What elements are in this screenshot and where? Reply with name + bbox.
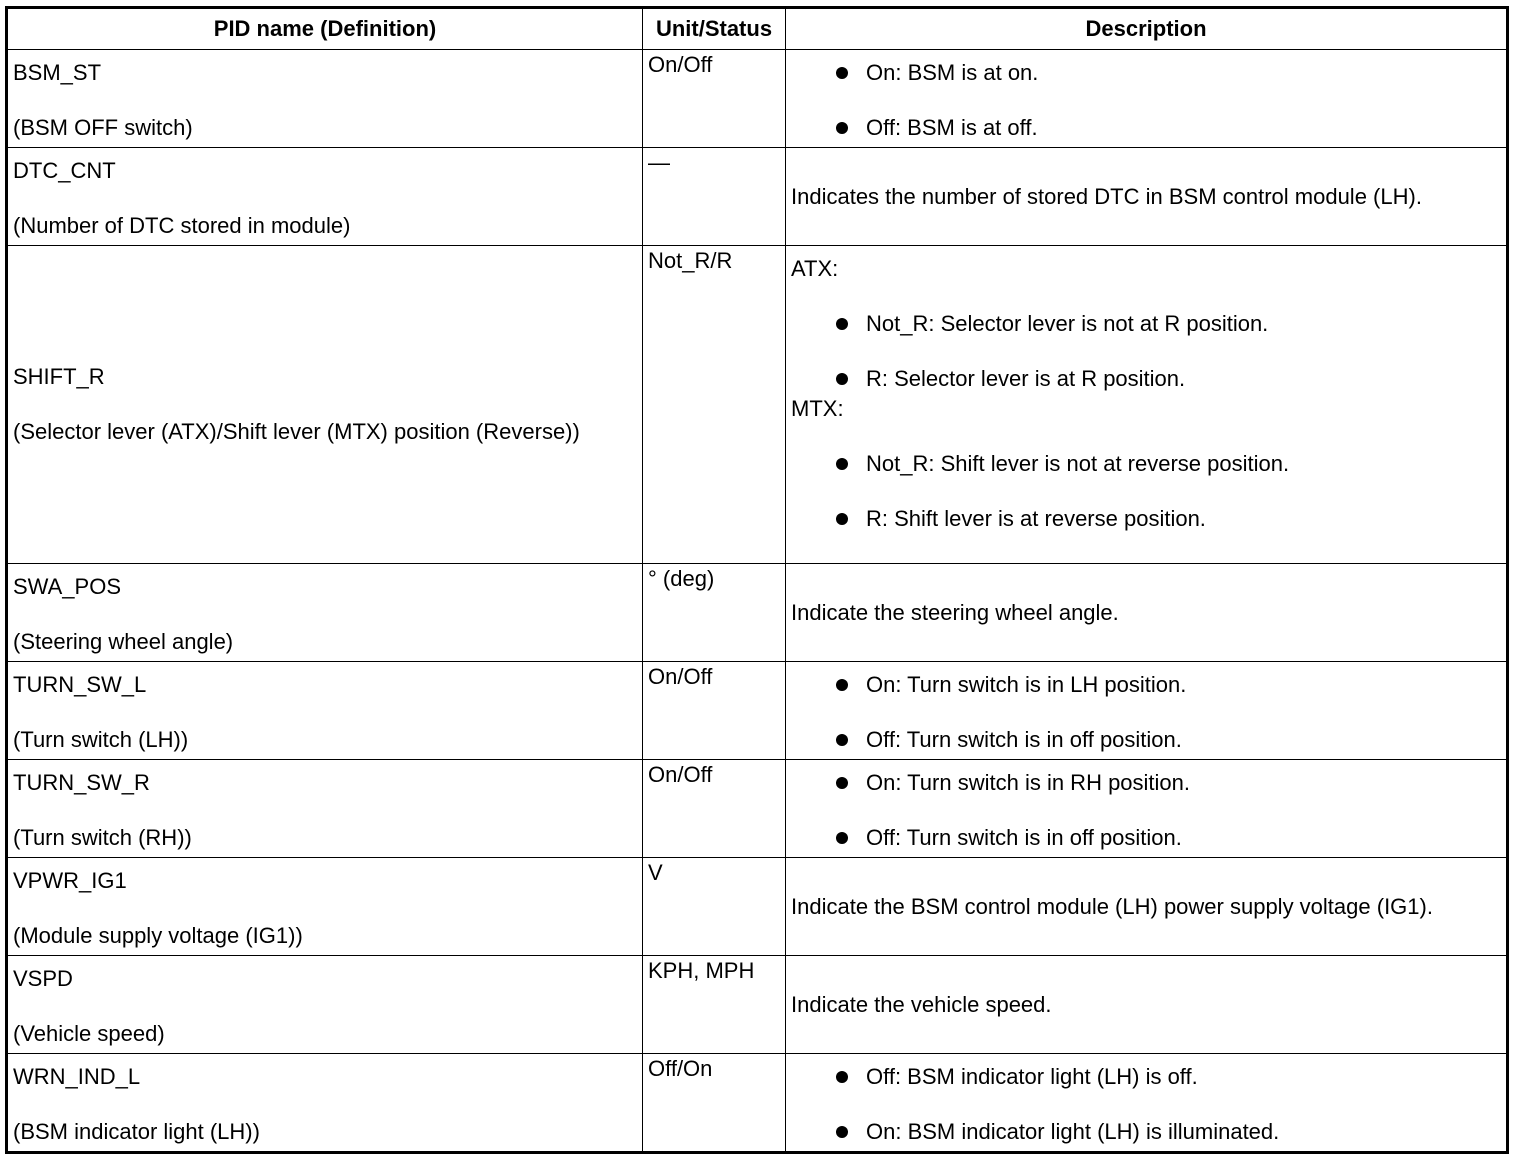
pid-cell xyxy=(7,1054,643,1153)
pid-cell xyxy=(7,662,643,760)
unit-cell: KPH, MPH xyxy=(643,956,786,1054)
description-cell xyxy=(786,1054,1508,1153)
pid-definition: (Steering wheel angle) xyxy=(13,629,234,654)
pid-definition: (Turn switch (LH)) xyxy=(13,727,189,752)
header-row xyxy=(7,8,1508,50)
pid-definition: (BSM OFF switch) xyxy=(13,115,193,140)
pid-id: SHIFT_R xyxy=(13,364,105,389)
table-row xyxy=(7,760,1508,858)
pid-id: DTC_CNT xyxy=(13,158,116,183)
bullet-item: Off: BSM is at off. xyxy=(791,113,1501,143)
pid-table xyxy=(5,6,1509,1154)
mtx-label: MTX: xyxy=(791,396,844,421)
unit-cell: On/Off xyxy=(643,50,786,148)
bullet-item: R: Shift lever is at reverse position. xyxy=(791,504,1501,534)
table-row xyxy=(7,662,1508,760)
description-cell: Indicates the number of stored DTC in BSM control module (LH). xyxy=(786,148,1508,246)
atx-label: ATX: xyxy=(791,256,839,281)
table-row xyxy=(7,246,1508,564)
bullet-item: Not_R: Shift lever is not at reverse position. xyxy=(791,449,1501,479)
description-cell: Indicate the vehicle speed. xyxy=(786,956,1508,1054)
pid-cell xyxy=(7,858,643,956)
table-row xyxy=(7,858,1508,956)
description-cell: Indicate the BSM control module (LH) power supply voltage (IG1). xyxy=(786,858,1508,956)
bullet-item: Off: Turn switch is in off position. xyxy=(791,823,1501,853)
pid-definition: (Selector lever (ATX)/Shift lever (MTX) position (Reverse)) xyxy=(13,419,580,444)
pid-id: TURN_SW_L xyxy=(13,672,147,697)
pid-id: VPWR_IG1 xyxy=(13,868,127,893)
pid-cell xyxy=(7,956,643,1054)
pid-id: SWA_POS xyxy=(13,574,121,599)
bullet-item: Off: Turn switch is in off position. xyxy=(791,725,1501,755)
bullet-item: Not_R: Selector lever is not at R position. xyxy=(791,309,1501,339)
table-row xyxy=(7,564,1508,662)
table-row xyxy=(7,148,1508,246)
pid-cell xyxy=(7,760,643,858)
bullet-item: On: BSM is at on. xyxy=(791,58,1501,88)
bullet-item: On: Turn switch is in LH position. xyxy=(791,670,1501,700)
header-description: Description xyxy=(786,8,1508,50)
pid-definition: (Vehicle speed) xyxy=(13,1021,165,1046)
header-unit-status: Unit/Status xyxy=(643,8,786,50)
table-row xyxy=(7,956,1508,1054)
description-cell xyxy=(786,246,1508,564)
bullet-item: On: Turn switch is in RH position. xyxy=(791,768,1501,798)
pid-cell xyxy=(7,50,643,148)
unit-cell: V xyxy=(643,858,786,956)
unit-cell: On/Off xyxy=(643,760,786,858)
pid-definition: (BSM indicator light (LH)) xyxy=(13,1119,260,1144)
description-cell xyxy=(786,662,1508,760)
pid-id: TURN_SW_R xyxy=(13,770,150,795)
bullet-item: On: BSM indicator light (LH) is illuminated. xyxy=(791,1117,1501,1147)
pid-id: WRN_IND_L xyxy=(13,1064,141,1089)
pid-cell xyxy=(7,246,643,564)
pid-id: BSM_ST xyxy=(13,60,102,85)
table-row xyxy=(7,1054,1508,1153)
description-cell: Indicate the steering wheel angle. xyxy=(786,564,1508,662)
pid-id: VSPD xyxy=(13,966,73,991)
bullet-item: Off: BSM indicator light (LH) is off. xyxy=(791,1062,1501,1092)
unit-cell: ° (deg) xyxy=(643,564,786,662)
pid-definition: (Module supply voltage (IG1)) xyxy=(13,923,303,948)
unit-cell: Off/On xyxy=(643,1054,786,1153)
unit-cell: — xyxy=(643,148,786,246)
unit-cell: Not_R/R xyxy=(643,246,786,564)
pid-cell xyxy=(7,148,643,246)
pid-definition: (Turn switch (RH)) xyxy=(13,825,192,850)
pid-definition: (Number of DTC stored in module) xyxy=(13,213,351,238)
description-cell xyxy=(786,760,1508,858)
unit-cell: On/Off xyxy=(643,662,786,760)
bullet-item: R: Selector lever is at R position. xyxy=(791,364,1501,394)
table-row xyxy=(7,50,1508,148)
description-cell xyxy=(786,50,1508,148)
header-pid-name: PID name (Definition) xyxy=(7,8,643,50)
pid-cell xyxy=(7,564,643,662)
